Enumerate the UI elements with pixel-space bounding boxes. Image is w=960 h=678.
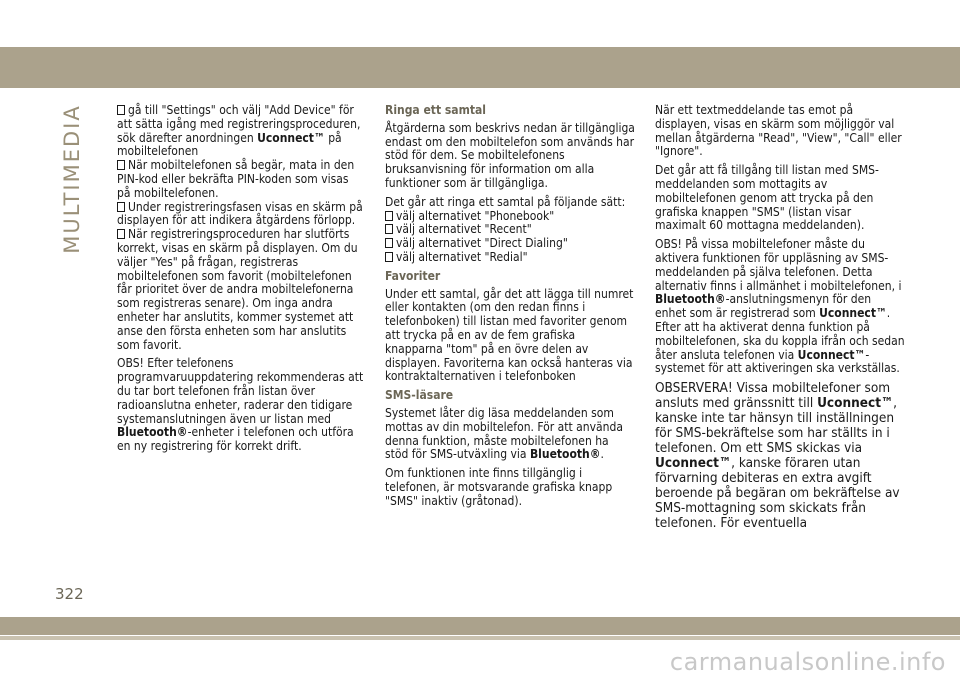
column-3 bbox=[655, 104, 905, 536]
paragraph: Det går att ringa ett samtal på följande sätt: bbox=[385, 194, 626, 209]
list-item: När registreringsproceduren har slutförts korrekt, visas en skärm på displayen. Om du väljer "Yes" på frågan, registreras mobiltelefonen som favorit (mobiltelefonen får prioritet över de andra mobiltelefonerna som registreras senare). Om inga andra enheter har anslutits, kommer systemet att anse den första enheten som har anslutits som favorit. bbox=[117, 227, 358, 352]
note-paragraph: OBS! På vissa mobiltelefoner måste du aktivera funktionen för uppläsning av SMS-meddelanden på själva telefonen. Detta alternativ finns i allmänhet i mobiltelefonen, i Bluetooth®-anslutningsmenyn för den enhet som är registrerad som Uconnect™. Efter att ha aktiverat denna funktion på mobiltelefonen, ska du koppla ifrån och sedan åter ansluta telefonen via Uconnect™-systemet för att aktiveringen ska verkställas. bbox=[655, 237, 905, 376]
list-item: När mobiltelefonen så begär, mata in den PIN-kod eller bekräfta PIN-koden som visas på mobiltelefonen. bbox=[117, 158, 355, 200]
paragraph: Om funktionen inte finns tillgänglig i telefonen, är motsvarande grafiska knapp "SMS" inaktiv (gråtonad). bbox=[385, 466, 613, 508]
footer-band bbox=[0, 617, 960, 635]
checkbox-bullet-icon bbox=[385, 211, 393, 221]
list-item: gå till "Settings" och välj "Add Device" för att sätta igång med registreringsproceduren, sök därefter anordningen Uconnect™ på mobiltelefonen bbox=[117, 103, 361, 159]
checkbox-bullet-icon bbox=[385, 252, 393, 262]
section-heading: Favoriter bbox=[385, 268, 441, 283]
checkbox-bullet-icon bbox=[385, 224, 393, 234]
paragraph: När ett textmeddelande tas emot på displayen, visas en skärm som möjliggör val mellan åtgärderna "Read", "View", "Call" eller "Ignore". bbox=[655, 103, 902, 159]
checkbox-bullet-icon bbox=[385, 238, 393, 248]
section-heading: SMS-läsare bbox=[385, 388, 454, 403]
paragraph: Systemet låter dig läsa meddelanden som mottas av din mobiltelefon. För att använda denna funktion, måste mobiltelefonen ha stöd för SMS-utväxling via Bluetooth®. bbox=[385, 405, 623, 462]
checkbox-bullet-icon bbox=[117, 229, 125, 239]
column-2 bbox=[385, 104, 635, 514]
page-number: 322 bbox=[55, 585, 84, 603]
list-item: välj alternativet "Direct Dialing" bbox=[385, 237, 635, 251]
watermark: carmanualsonline.info bbox=[669, 648, 946, 676]
column-1 bbox=[117, 104, 365, 459]
list-item: välj alternativet "Recent" bbox=[385, 223, 635, 237]
footer-stripe bbox=[0, 636, 960, 640]
checkbox-bullet-icon bbox=[117, 202, 125, 212]
header-band bbox=[0, 47, 960, 88]
list-item: välj alternativet "Phonebook" bbox=[385, 210, 635, 224]
list-item: Under registreringsfasen visas en skärm på displayen för att indikera åtgärdens förlopp. bbox=[117, 199, 363, 228]
paragraph: Det går att få tillgång till listan med SMS-meddelanden som mottagits av mobiltelefonen genom att trycka på den grafiska knappen "SMS" (listan visar maximalt 60 mottagna meddelanden). bbox=[655, 163, 879, 233]
list-item: välj alternativet "Redial" bbox=[385, 251, 635, 265]
note-paragraph: OBS! Efter telefonens programvaruuppdatering rekommenderas att du tar bort telefonen från listan över radioanslutna enheter, raderar den tidigare systemanslutningen även ur listan med Bluetooth®-enheter i telefonen och utföra en ny registrering för korrekt drift. bbox=[117, 356, 364, 454]
section-label: MULTIMEDIA bbox=[60, 104, 84, 254]
checkbox-bullet-icon bbox=[117, 105, 125, 115]
paragraph: Åtgärderna som beskrivs nedan är tillgängliga endast om den mobiltelefon som används har stöd för dem. Se mobiltelefonens bruksanvisning för information om alla funktioner som är tillgängliga. bbox=[385, 120, 635, 190]
checkbox-bullet-icon bbox=[117, 160, 125, 170]
paragraph: Under ett samtal, går det att lägga till numret eller kontakten (om den redan finns i telefonboken) till listan med favoriter genom att trycka på en av de fem grafiska knapparna "tom" på en övre delen av displayen. Favoriterna kan också hanteras via kontraktalternativen i telefonboken bbox=[385, 286, 634, 384]
section-heading: Ringa ett samtal bbox=[385, 103, 486, 117]
warning-paragraph: OBSERVERA! Vissa mobiltelefoner som ansluts med gränssnitt till Uconnect™, kanske inte tar hänsyn till inställningen för SMS-bekräftelse som har ställts in i telefonen. Om ett SMS skickas via Uconnect™, kanske föraren utan förvarning debiteras en extra avgift beroende på begäran om bekräftelse av SMS-mottagning som skickats från telefonen. För eventuella bbox=[655, 380, 900, 532]
section-tab bbox=[54, 104, 90, 254]
